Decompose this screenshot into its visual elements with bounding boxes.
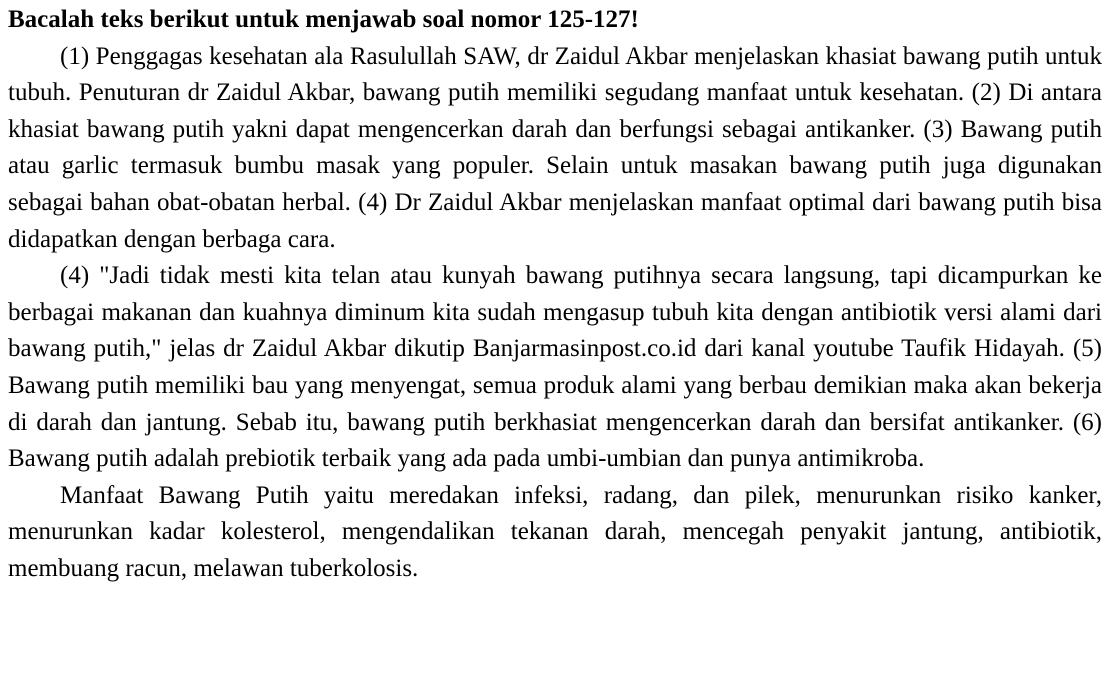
paragraph-2: (4) "Jadi tidak mesti kita telan atau kunyah bawang putihnya secara langsung, tapi dicampurkan ke berbagai makanan dan kuahnya diminum kita sudah mengasup tubuh kita dengan antibiotik versi alami dari bawang putih," jelas dr Zaidul Akbar dikutip Banjarmasinpost.co.id dari kanal youtube Taufik Hidayah. (5) Bawang putih memiliki bau yang menyengat, semua produk alami yang berbau demikian maka akan bekerja di darah dan jantung. Sebab itu, bawang putih berkhasiat mengencerkan darah dan bersifat antikanker. (6) Bawang putih adalah prebiotik terbaik yang ada pada umbi-umbian dan punya antimikroba. bbox=[8, 262, 1102, 473]
reading-passage bbox=[8, 2, 1102, 588]
passage-instruction-title: Bacalah teks berikut untuk menjawab soal nomor 125-127! bbox=[8, 6, 639, 33]
paragraph-1: (1) Penggagas kesehatan ala Rasulullah SAW, dr Zaidul Akbar menjelaskan khasiat bawang putih untuk tubuh. Penuturan dr Zaidul Akbar, bawang putih memiliki segudang manfaat untuk kesehatan. (2) Di antara khasiat bawang putih yakni dapat mengencerkan darah dan berfungsi sebagai antikanker. (3) Bawang putih atau garlic termasuk bumbu masak yang populer. Selain untuk masakan bawang putih juga digunakan sebagai bahan obat-obatan herbal. (4) Dr Zaidul Akbar menjelaskan manfaat optimal dari bawang putih bisa didapatkan dengan berbaga cara. bbox=[8, 42, 1102, 253]
paragraph-3: Manfaat Bawang Putih yaitu meredakan infeksi, radang, dan pilek, menurunkan risiko kanker, menurunkan kadar kolesterol, mengendalikan tekanan darah, mencegah penyakit jantung, antibiotik, membuang racun, melawan tuberkolosis. bbox=[8, 481, 1102, 582]
